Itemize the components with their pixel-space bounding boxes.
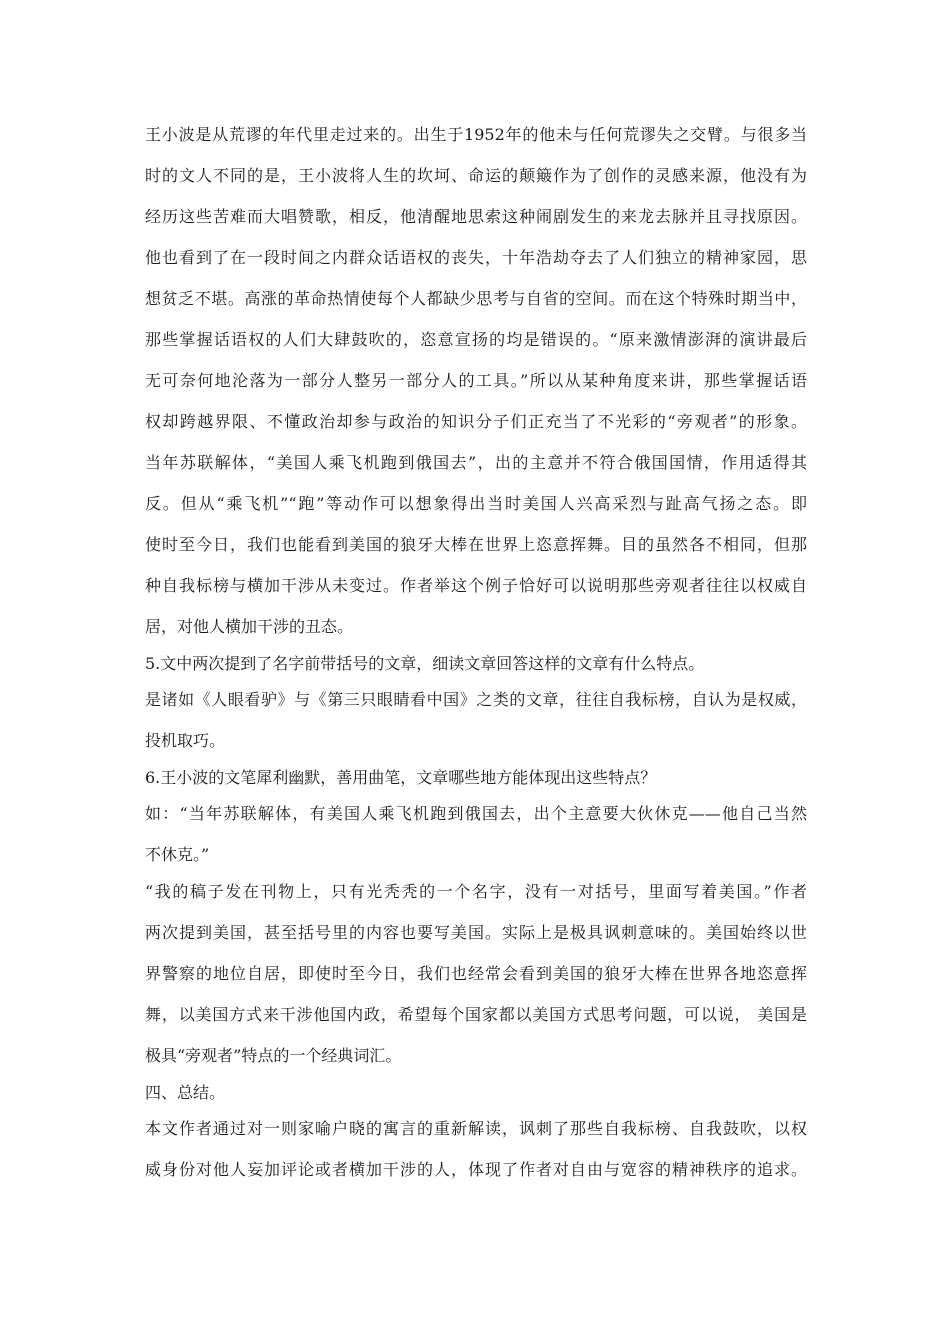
paragraph-line: 他也看到了在一段时间之内群众话语权的丧失，十年浩劫夺去了人们独立的精神家园，思 [145, 248, 807, 267]
answer-6-line: 不休克。” [145, 845, 210, 864]
paragraph-line: 反。但从“乘飞机”“跑”等动作可以想象得出当时美国人兴高采烈与趾高气扬之态。即 [145, 494, 807, 513]
paragraph-line: 想贫乏不堪。高涨的革命热情使每个人都缺少思考与自省的空间。而在这个特殊时期当中， [145, 289, 807, 308]
question-5: 5.文中两次提到了名字前带括号的文章，细读文章回答这样的文章有什么特点。 [145, 654, 705, 673]
paragraph-line: 无可奈何地沦落为一部分人整另一部分人的工具。”所以从某种角度来讲，那些掌握话语 [145, 371, 807, 390]
answer-6-line: 两次提到美国，甚至括号里的内容也要写美国。实际上是极具讽刺意味的。美国始终以世 [145, 923, 807, 942]
answer-6-line: “我的稿子发在刊物上，只有光秃秃的一个名字，没有一对括号，里面写着美国。”作者 [145, 882, 807, 901]
paragraph-line: 时的文人不同的是，王小波将人生的坎坷、命运的颠簸作为了创作的灵感来源，他没有为 [145, 166, 807, 185]
answer-5-line: 投机取巧。 [145, 731, 226, 750]
paragraph-line: 当年苏联解体，“美国人乘飞机跑到俄国去”，出的主意并不符合俄国国情，作用适得其 [145, 453, 807, 472]
answer-6-line: 如：“当年苏联解体，有美国人乘飞机跑到俄国去，出个主意要大伙休克——他自己当然 [145, 804, 807, 823]
summary-line: 威身份对他人妄加评论或者横加干涉的人，体现了作者对自由与宽容的精神秩序的追求。 [145, 1160, 807, 1179]
paragraph-line: 经历这些苦难而大唱赞歌，相反，他清醒地思索这种闹剧发生的来龙去脉并且寻找原因。 [145, 207, 807, 226]
section-heading-summary: 四、总结。 [145, 1083, 226, 1102]
answer-5-line: 是诸如《人眼看驴》与《第三只眼睛看中国》之类的文章，往往自我标榜，自认为是权威， [145, 690, 807, 709]
paragraph-line: 王小波是从荒谬的年代里走过来的。出生于1952年的他未与任何荒谬失之交臂。与很多当 [145, 125, 807, 144]
summary-line: 本文作者通过对一则家喻户晓的寓言的重新解读，讽刺了那些自我标榜、自我鼓吹，以权 [145, 1119, 807, 1138]
paragraph-line: 居，对他人横加干涉的丑态。 [145, 617, 354, 636]
answer-6-line: 极具“旁观者”特点的一个经典词汇。 [145, 1046, 402, 1065]
paragraph-line: 种自我标榜与横加干涉从未变过。作者举这个例子恰好可以说明那些旁观者往往以权威自 [145, 576, 807, 595]
question-6: 6.王小波的文笔犀利幽默，善用曲笔，文章哪些地方能体现出这些特点？ [145, 768, 657, 787]
answer-6-line: 界警察的地位自居，即使时至今日，我们也经常会看到美国的狼牙大棒在世界各地恣意挥 [145, 964, 807, 983]
paragraph-line: 权却跨越界限、不懂政治却参与政治的知识分子们正充当了不光彩的“旁观者”的形象。 [145, 412, 807, 431]
paragraph-line: 使时至今日，我们也能看到美国的狼牙大棒在世界上恣意挥舞。目的虽然各不相同，但那 [145, 535, 807, 554]
answer-6-line: 舞，以美国方式来干涉他国内政，希望每个国家都以美国方式思考问题，可以说， 美国是 [145, 1005, 807, 1024]
paragraph-line: 那些掌握话语权的人们大肆鼓吹的，恣意宣扬的均是错误的。“原来激情澎湃的演讲最后 [145, 330, 807, 349]
